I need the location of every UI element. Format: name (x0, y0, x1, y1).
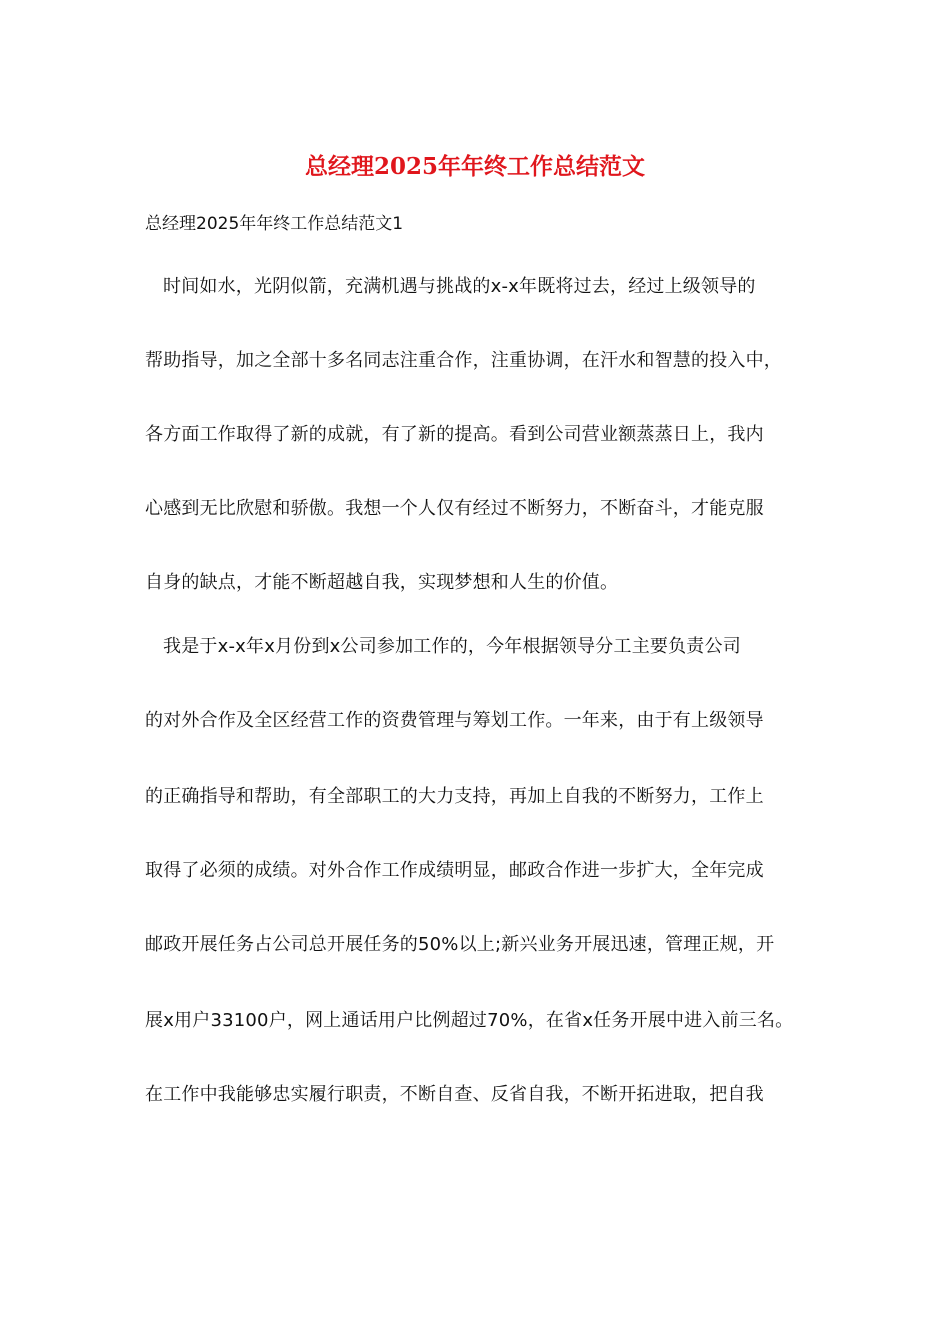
paragraph-line: 心感到无比欣慰和骄傲。我想一个人仅有经过不断努力，不断奋斗，才能克服 (145, 498, 764, 519)
paragraph-line: 在工作中我能够忠实履行职责，不断自查、反省自我，不断开拓进取，把自我 (145, 1084, 764, 1105)
paragraph-line: 帮助指导，加之全部十多名同志注重合作，注重协调，在汗水和智慧的投入中， (145, 350, 782, 371)
paragraph-line: 的正确指导和帮助，有全部职工的大力支持，再加上自我的不断努力，工作上 (145, 786, 764, 807)
paragraph-line: 展x用户33100户，网上通话用户比例超过70%，在省x任务开展中进入前三名。 (145, 1010, 794, 1031)
paragraph-line: 我是于x-x年x月份到x公司参加工作的，今年根据领导分工主要负责公司 (163, 636, 741, 657)
paragraph-line: 取得了必须的成绩。对外合作工作成绩明显，邮政合作进一步扩大，全年完成 (145, 860, 764, 881)
paragraph-line: 的对外合作及全区经营工作的资费管理与筹划工作。一年来，由于有上级领导 (145, 710, 764, 731)
paragraph-line: 时间如水，光阴似箭，充满机遇与挑战的x-x年既将过去，经过上级领导的 (163, 276, 756, 297)
paragraph-line: 各方面工作取得了新的成就，有了新的提高。看到公司营业额蒸蒸日上，我内 (145, 424, 764, 445)
paragraph-line: 自身的缺点，才能不断超越自我，实现梦想和人生的价值。 (145, 572, 619, 593)
document-subtitle: 总经理2025年年终工作总结范文1 (145, 214, 404, 234)
document-title: 总经理2025年年终工作总结范文 (304, 153, 645, 180)
paragraph-line: 邮政开展任务占公司总开展任务的50%以上;新兴业务开展迅速，管理正规，开 (145, 934, 775, 955)
